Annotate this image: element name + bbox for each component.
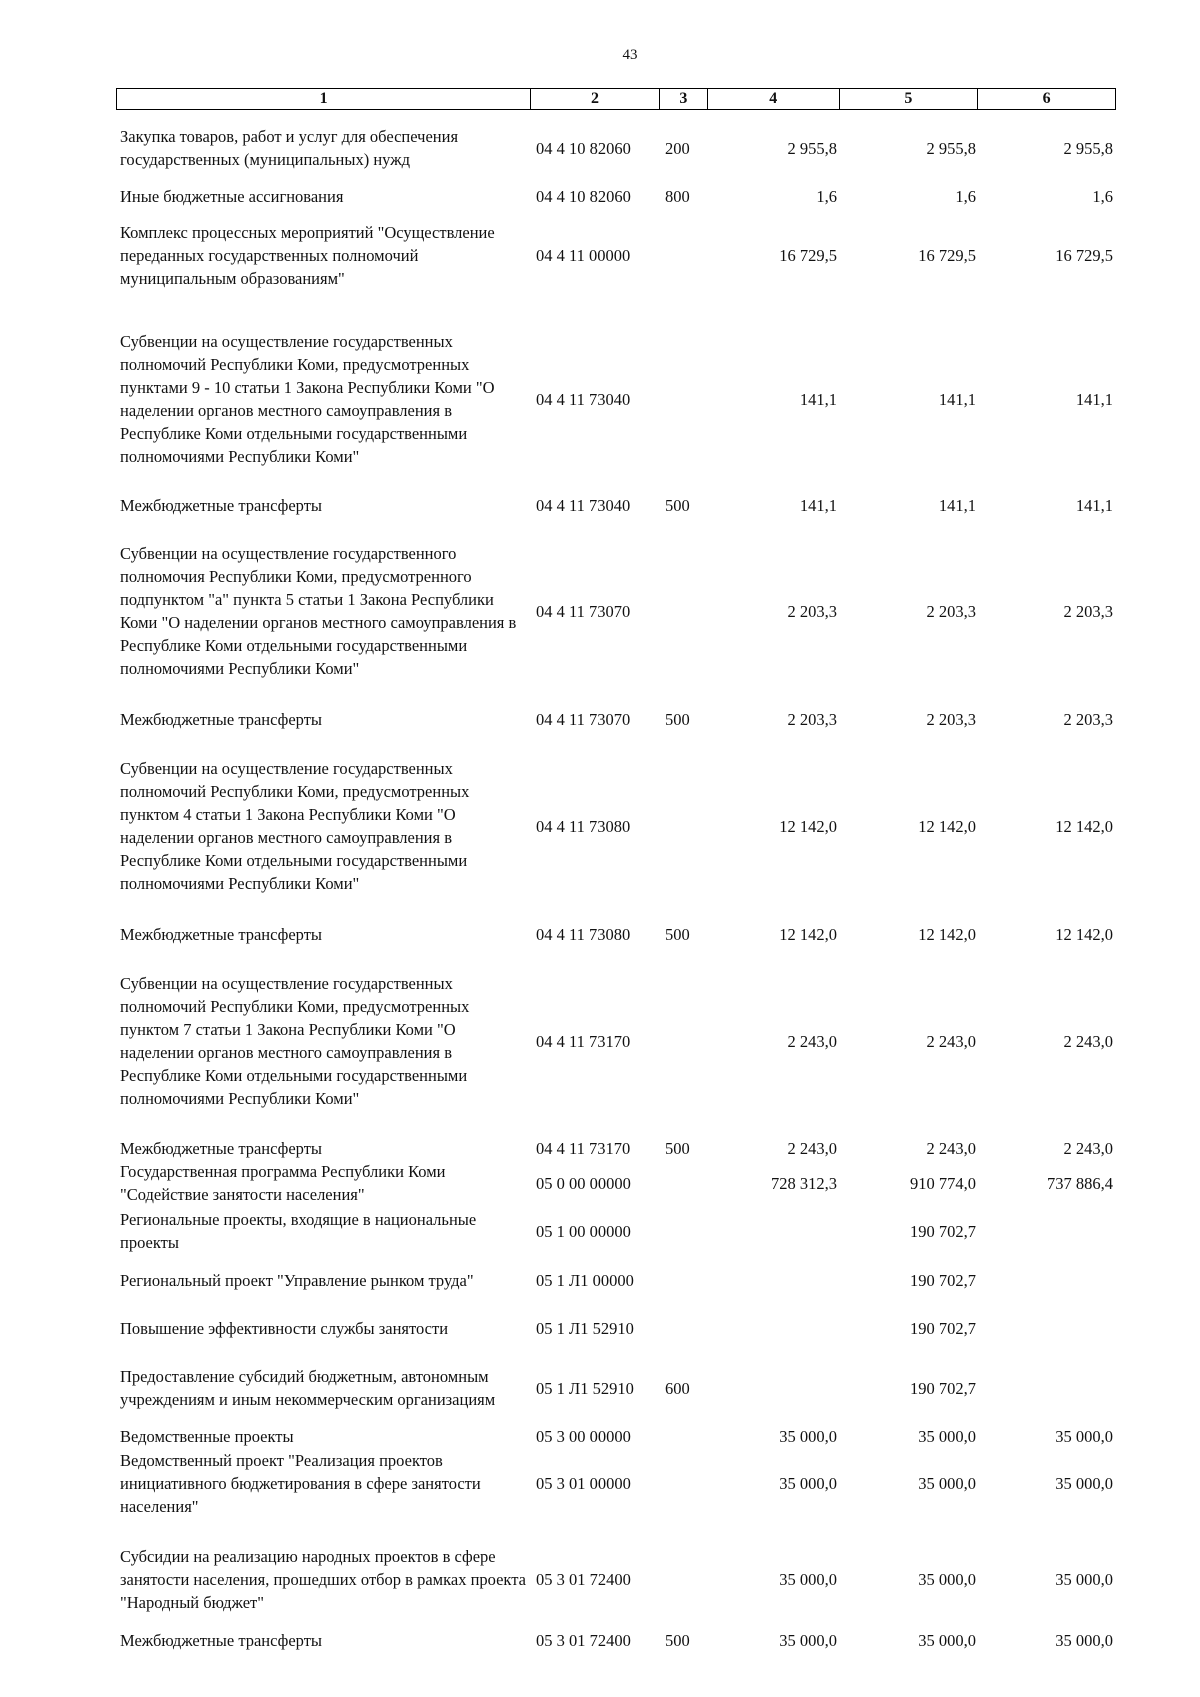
row-name: Межбюджетные трансферты <box>120 495 323 515</box>
table-row <box>116 1628 1116 1652</box>
row-value-2: 16 729,5 <box>918 245 976 265</box>
row-value-2: 35 000,0 <box>918 1473 976 1493</box>
table-row <box>116 1353 1116 1423</box>
row-value-2: 190 702,7 <box>910 1221 976 1241</box>
row-name: Иные бюджетные ассигнования <box>120 186 344 206</box>
row-code: 05 3 01 72400 <box>536 1569 631 1589</box>
table-header <box>116 88 1116 110</box>
table-row <box>116 493 1116 517</box>
row-value-2: 2 955,8 <box>926 138 976 158</box>
row-name: Комплекс процессных мероприятий "Осуществление переданных государственных полномочий муниципальным образованиям" <box>120 222 495 288</box>
row-value-2: 2 203,3 <box>926 601 976 621</box>
header-col-6: 6 <box>1042 90 1051 107</box>
row-code: 05 1 00 00000 <box>536 1221 631 1241</box>
row-name: Ведомственный проект "Реализация проектов инициативного бюджетирования в сфере занятости населения" <box>120 1450 481 1516</box>
row-value-2: 141,1 <box>938 389 976 409</box>
row-value-2: 2 243,0 <box>926 1031 976 1051</box>
row-type: 600 <box>665 1378 690 1398</box>
row-value-2: 35 000,0 <box>918 1426 976 1446</box>
header-col-3: 3 <box>660 89 708 109</box>
row-name: Межбюджетные трансферты <box>120 1630 323 1650</box>
row-type: 500 <box>665 709 690 729</box>
header-col-1: 1 <box>117 89 531 109</box>
row-value-2: 35 000,0 <box>918 1630 976 1650</box>
row-type: 500 <box>665 924 690 944</box>
table-row <box>116 707 1116 731</box>
table-row <box>116 1544 1116 1614</box>
row-value-2: 190 702,7 <box>910 1270 976 1290</box>
row-name: Государственная программа Республики Коми "Содействие занятости населения" <box>120 1162 446 1204</box>
row-code: 04 4 11 73040 <box>536 389 631 409</box>
table-row <box>116 1136 1116 1160</box>
table-row <box>116 329 1116 469</box>
row-value-3: 2 203,3 <box>1063 709 1113 729</box>
table-row <box>116 756 1116 896</box>
row-value-2: 141,1 <box>938 495 976 515</box>
row-value-2: 12 142,0 <box>918 816 976 836</box>
row-value-1: 728 312,3 <box>771 1173 837 1193</box>
row-name: Субвенции на осуществление государственных полномочий Республики Коми, предусмотренных пунктом 4 статьи 1 Закона Республики Коми "О наделении органов местного самоуправления в Республике Коми отдельными государственными полномочиями Республики Коми" <box>120 759 470 893</box>
row-value-2: 12 142,0 <box>918 924 976 944</box>
row-name: Региональные проекты, входящие в национальные проекты <box>120 1210 477 1252</box>
row-value-3: 16 729,5 <box>1055 245 1113 265</box>
table-row <box>116 1316 1116 1340</box>
row-value-2: 2 203,3 <box>926 709 976 729</box>
row-name: Повышение эффективности службы занятости <box>120 1318 449 1338</box>
table-row <box>116 530 1116 692</box>
row-value-1: 35 000,0 <box>779 1630 837 1650</box>
row-code: 05 1 Л1 52910 <box>536 1318 634 1338</box>
table-row <box>116 220 1116 290</box>
row-code: 04 4 11 73070 <box>536 601 631 621</box>
row-value-3: 2 203,3 <box>1063 601 1113 621</box>
table-row <box>116 971 1116 1111</box>
row-value-3: 12 142,0 <box>1055 816 1113 836</box>
header-col-4: 4 <box>708 89 840 109</box>
row-name: Субвенции на осуществление государственного полномочия Республики Коми, предусмотренного подпунктом "а" пункта 5 статьи 1 Закона Республики Коми "О наделении органов местного самоуправления в Республике Коми отдельными государственными полномочиями Республики Коми" <box>120 544 517 678</box>
row-name: Субвенции на осуществление государственных полномочий Республики Коми, предусмотренных пунктом 7 статьи 1 Закона Республики Коми "О наделении органов местного самоуправления в Республике Коми отдельными государственными полномочиями Республики Коми" <box>120 974 470 1108</box>
row-value-1: 16 729,5 <box>779 245 837 265</box>
table-row <box>116 1268 1116 1292</box>
row-code: 04 4 11 73080 <box>536 924 631 944</box>
row-name: Субсидии на реализацию народных проектов в сфере занятости населения, прошедших отбор в рамках проекта "Народный бюджет" <box>120 1546 526 1612</box>
row-value-1: 35 000,0 <box>779 1473 837 1493</box>
row-value-1: 1,6 <box>816 186 837 206</box>
row-value-1: 2 203,3 <box>787 601 837 621</box>
page-number: 43 <box>622 47 638 63</box>
row-code: 04 4 11 73040 <box>536 495 631 515</box>
header-col-2: 2 <box>531 89 660 109</box>
row-value-2: 910 774,0 <box>910 1173 976 1193</box>
row-value-1: 12 142,0 <box>779 924 837 944</box>
row-code: 04 4 11 73170 <box>536 1031 631 1051</box>
row-value-3: 35 000,0 <box>1055 1630 1113 1650</box>
row-value-3: 141,1 <box>1075 495 1113 515</box>
row-value-1: 2 243,0 <box>787 1138 837 1158</box>
row-value-1: 35 000,0 <box>779 1569 837 1589</box>
row-type: 500 <box>665 1138 690 1158</box>
table-row <box>116 1424 1116 1448</box>
row-value-2: 1,6 <box>955 186 976 206</box>
row-value-3: 35 000,0 <box>1055 1569 1113 1589</box>
row-value-2: 190 702,7 <box>910 1318 976 1338</box>
row-name: Межбюджетные трансферты <box>120 1138 323 1158</box>
row-code: 04 4 11 73070 <box>536 709 631 729</box>
row-type: 200 <box>665 138 690 158</box>
row-type: 800 <box>665 186 690 206</box>
row-value-3: 2 243,0 <box>1063 1031 1113 1051</box>
row-code: 05 3 00 00000 <box>536 1426 631 1446</box>
row-value-2: 190 702,7 <box>910 1378 976 1398</box>
table-row <box>116 1160 1116 1206</box>
row-name: Региональный проект "Управление рынком труда" <box>120 1270 474 1290</box>
row-code: 04 4 11 00000 <box>536 245 631 265</box>
table-row <box>116 922 1116 946</box>
row-value-1: 141,1 <box>799 389 837 409</box>
row-name: Межбюджетные трансферты <box>120 709 323 729</box>
row-code: 05 3 01 00000 <box>536 1473 631 1493</box>
row-value-1: 2 203,3 <box>787 709 837 729</box>
row-value-1: 141,1 <box>799 495 837 515</box>
row-code: 04 4 10 82060 <box>536 186 631 206</box>
row-value-3: 35 000,0 <box>1055 1426 1113 1446</box>
row-value-2: 2 243,0 <box>926 1138 976 1158</box>
row-name: Ведомственные проекты <box>120 1426 294 1446</box>
row-type: 500 <box>665 1630 690 1650</box>
row-name: Межбюджетные трансферты <box>120 924 323 944</box>
row-value-1: 2 243,0 <box>787 1031 837 1051</box>
table-row <box>116 184 1116 208</box>
row-code: 04 4 10 82060 <box>536 138 631 158</box>
row-value-3: 12 142,0 <box>1055 924 1113 944</box>
row-code: 05 3 01 72400 <box>536 1630 631 1650</box>
row-name: Субвенции на осуществление государственных полномочий Республики Коми, предусмотренных пунктами 9 - 10 статьи 1 Закона Республики Коми "О наделении органов местного самоуправления в Республике Коми отдельными государственными полномочиями Республики Коми" <box>120 332 495 466</box>
row-value-3: 35 000,0 <box>1055 1473 1113 1493</box>
row-value-1: 2 955,8 <box>787 138 837 158</box>
row-code: 05 1 Л1 52910 <box>536 1378 634 1398</box>
row-name: Предоставление субсидий бюджетным, автономным учреждениям и иным некоммерческим организациям <box>120 1367 496 1409</box>
row-type: 500 <box>665 495 690 515</box>
row-value-3: 2 955,8 <box>1063 138 1113 158</box>
row-value-3: 2 243,0 <box>1063 1138 1113 1158</box>
row-code: 05 1 Л1 00000 <box>536 1270 634 1290</box>
table-row <box>116 1448 1116 1518</box>
table-row <box>116 125 1116 171</box>
row-value-2: 35 000,0 <box>918 1569 976 1589</box>
row-code: 05 0 00 00000 <box>536 1173 631 1193</box>
row-value-1: 35 000,0 <box>779 1426 837 1446</box>
row-value-3: 141,1 <box>1075 389 1113 409</box>
row-value-1: 12 142,0 <box>779 816 837 836</box>
row-code: 04 4 11 73080 <box>536 816 631 836</box>
row-name: Закупка товаров, работ и услуг для обеспечения государственных (муниципальных) нужд <box>120 127 459 169</box>
header-col-5: 5 <box>840 89 979 109</box>
table-row <box>116 1208 1116 1254</box>
row-value-3: 737 886,4 <box>1047 1173 1113 1193</box>
row-code: 04 4 11 73170 <box>536 1138 631 1158</box>
row-value-3: 1,6 <box>1092 186 1113 206</box>
